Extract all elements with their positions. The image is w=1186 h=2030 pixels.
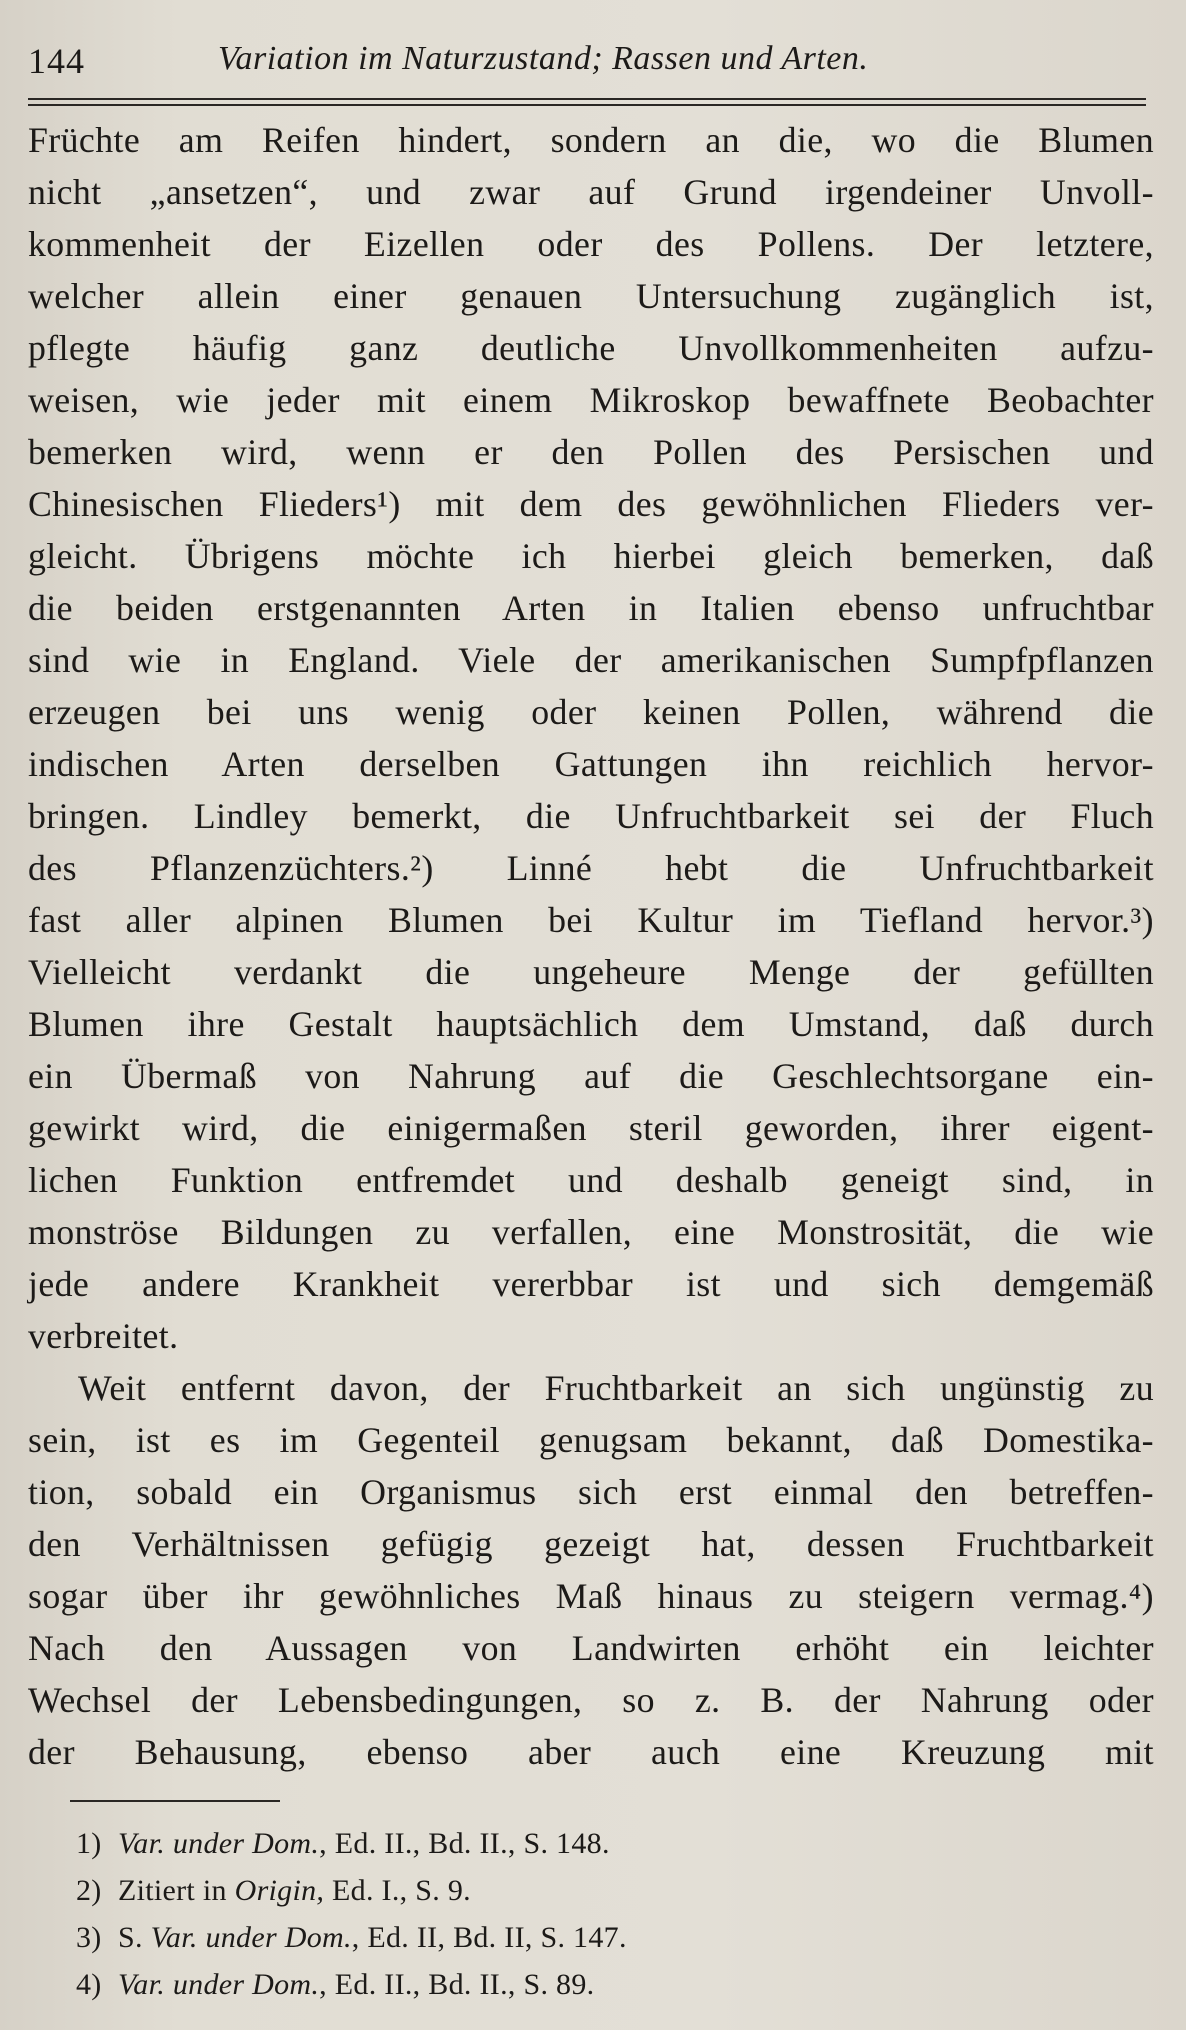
text-line: weisen, wie jeder mit einem Mikroskop bewaffnete Beobachter — [28, 380, 1154, 420]
text-line: indischen Arten derselben Gattungen ihn reichlich hervor- — [28, 744, 1154, 784]
text-line: Weit entfernt davon, der Fruchtbarkeit an sich ungünstig zu — [78, 1368, 1154, 1408]
footnote-1 — [76, 1820, 1154, 1867]
text-line: bringen. Lindley bemerkt, die Unfruchtbarkeit sei der Fluch — [28, 796, 1154, 836]
footnote-number: 2) — [76, 1874, 102, 1907]
footnote-work-title: Var. under Dom. — [150, 1921, 352, 1954]
footnote-2 — [76, 1867, 1154, 1914]
footnote-work-title: Var. under Dom. — [118, 1968, 320, 2001]
footnote-4 — [76, 1961, 1154, 2008]
paragraph-1 — [28, 114, 1154, 1362]
footnote-citation: , Ed. II, Bd. II, S. 147. — [351, 1921, 627, 1954]
text-line: verbreitet. — [28, 1316, 179, 1356]
footnote-3 — [76, 1914, 1154, 1961]
text-line: Nach den Aussagen von Landwirten erhöht ein leichter — [28, 1628, 1154, 1668]
text-line: welcher allein einer genauen Untersuchung zugänglich ist, — [28, 276, 1154, 316]
paragraph-2 — [28, 1362, 1154, 1778]
text-line: ein Übermaß von Nahrung auf die Geschlechtsorgane ein- — [28, 1056, 1154, 1096]
text-line: Früchte am Reifen hindert, sondern an die, wo die Blumen — [28, 120, 1154, 160]
text-line: lichen Funktion entfremdet und deshalb geneigt sind, in — [28, 1160, 1154, 1200]
footnote-prefix: S. — [118, 1921, 151, 1954]
text-line: den Verhältnissen gefügig gezeigt hat, dessen Fruchtbarkeit — [28, 1524, 1154, 1564]
text-line: die beiden erstgenannten Arten in Italien ebenso unfruchtbar — [28, 588, 1154, 628]
text-line: fast aller alpinen Blumen bei Kultur im Tiefland hervor.³) — [28, 900, 1154, 940]
text-line: Blumen ihre Gestalt hauptsächlich dem Umstand, daß durch — [28, 1004, 1154, 1044]
footnote-citation: Ed. I., S. 9. — [324, 1874, 471, 1907]
text-line: sogar über ihr gewöhnliches Maß hinaus zu steigern vermag.⁴) — [28, 1576, 1154, 1616]
body-text — [28, 114, 1154, 1778]
page-number: 144 — [28, 41, 85, 81]
text-line: tion, sobald ein Organismus sich erst einmal den betreffen- — [28, 1472, 1154, 1512]
text-line: bemerken wird, wenn er den Pollen des Persischen und — [28, 432, 1154, 472]
running-title: Variation im Naturzustand; Rassen und Arten. — [218, 40, 869, 77]
text-line: pflegte häufig ganz deutliche Unvollkommenheiten aufzu- — [28, 328, 1154, 368]
text-line: jede andere Krankheit vererbbar ist und sich demgemäß — [28, 1264, 1154, 1304]
text-line: gleicht. Übrigens möchte ich hierbei gleich bemerken, daß — [28, 536, 1154, 576]
text-line: kommenheit der Eizellen oder des Pollens. Der letztere, — [28, 224, 1154, 264]
footnote-work-title: Origin, — [234, 1874, 325, 1907]
footnote-number: 1) — [76, 1827, 102, 1860]
text-line: der Behausung, ebenso aber auch eine Kreuzung mit — [28, 1732, 1154, 1772]
footnote-number: 3) — [76, 1921, 102, 1954]
text-line: Vielleicht verdankt die ungeheure Menge der gefüllten — [28, 952, 1154, 992]
text-line: nicht „ansetzen“, und zwar auf Grund irgendeiner Unvoll- — [28, 172, 1154, 212]
text-line: des Pflanzenzüchters.²) Linné hebt die Unfruchtbarkeit — [28, 848, 1154, 888]
footnotes — [28, 1820, 1154, 2008]
text-line: erzeugen bei uns wenig oder keinen Pollen, während die — [28, 692, 1154, 732]
text-line: gewirkt wird, die einigermaßen steril geworden, ihrer eigent- — [28, 1108, 1154, 1148]
footnote-work-title: Var. under Dom. — [118, 1827, 320, 1860]
footnote-citation: , Ed. II., Bd. II., S. 89. — [319, 1968, 595, 2001]
text-line: Chinesischen Flieders¹) mit dem des gewöhnlichen Flieders ver- — [28, 484, 1154, 524]
text-line: Wechsel der Lebensbedingungen, so z. B. der Nahrung oder — [28, 1680, 1154, 1720]
text-line: sind wie in England. Viele der amerikanischen Sumpfpflanzen — [28, 640, 1154, 680]
page-header — [28, 36, 1154, 98]
footnote-number: 4) — [76, 1968, 102, 2001]
footnote-rule — [70, 1800, 280, 1802]
text-line: monströse Bildungen zu verfallen, eine Monstrosität, die wie — [28, 1212, 1154, 1252]
footnote-prefix: Zitiert in — [118, 1874, 235, 1907]
header-rule — [28, 98, 1146, 106]
footnote-citation: , Ed. II., Bd. II., S. 148. — [319, 1827, 610, 1860]
text-line: sein, ist es im Gegenteil genugsam bekannt, daß Domestika- — [28, 1420, 1154, 1460]
